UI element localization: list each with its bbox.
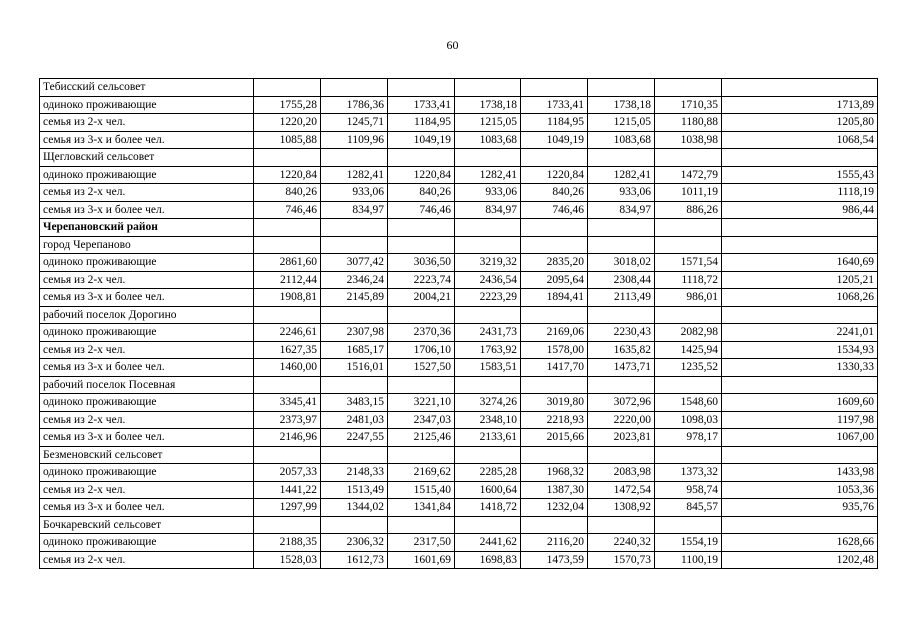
table-row — [40, 464, 878, 482]
row-label: семья из 3-х и более чел. — [40, 289, 254, 307]
table-cell: 1685,17 — [321, 341, 388, 359]
table-cell: 1548,60 — [655, 394, 722, 412]
table-cell — [655, 79, 722, 97]
table-cell: 1570,73 — [588, 551, 655, 569]
table-cell: 1527,50 — [388, 359, 455, 377]
table-cell: 1515,40 — [388, 481, 455, 499]
table-cell: 2247,55 — [321, 429, 388, 447]
table-cell — [321, 79, 388, 97]
row-label: семья из 2-х чел. — [40, 551, 254, 569]
table-cell: 2112,44 — [254, 271, 321, 289]
table-cell: 2145,89 — [321, 289, 388, 307]
table-cell — [588, 149, 655, 167]
table-cell: 1341,84 — [388, 499, 455, 517]
table-cell: 2169,06 — [521, 324, 588, 342]
table-cell: 1387,30 — [521, 481, 588, 499]
table-cell — [588, 219, 655, 237]
table-cell: 2431,73 — [455, 324, 521, 342]
table-cell: 1433,98 — [722, 464, 878, 482]
table-cell — [588, 516, 655, 534]
table-cell: 1513,49 — [321, 481, 388, 499]
section-label: Бочкаревский сельсовет — [40, 516, 254, 534]
table-cell: 2348,10 — [455, 411, 521, 429]
table-cell: 3221,10 — [388, 394, 455, 412]
table-cell — [254, 219, 321, 237]
table-cell — [321, 219, 388, 237]
table-cell — [655, 149, 722, 167]
table-row — [40, 289, 878, 307]
table-cell: 1220,20 — [254, 114, 321, 132]
table-cell: 1235,52 — [655, 359, 722, 377]
table-cell — [321, 149, 388, 167]
table-cell: 1049,19 — [521, 131, 588, 149]
row-label: семья из 3-х и более чел. — [40, 429, 254, 447]
table-cell: 2373,97 — [254, 411, 321, 429]
table-cell — [254, 516, 321, 534]
table-cell: 1516,01 — [321, 359, 388, 377]
table-cell: 1245,71 — [321, 114, 388, 132]
table-cell: 2240,32 — [588, 534, 655, 552]
table-cell: 746,46 — [254, 201, 321, 219]
table-cell: 1612,73 — [321, 551, 388, 569]
table-cell — [388, 219, 455, 237]
section-header-row — [40, 79, 878, 97]
data-table — [39, 78, 878, 569]
table-cell: 2861,60 — [254, 254, 321, 272]
table-cell: 1038,98 — [655, 131, 722, 149]
table-cell: 1706,10 — [388, 341, 455, 359]
row-label: одиноко проживающие — [40, 464, 254, 482]
table-cell: 1738,18 — [455, 96, 521, 114]
table-cell: 2083,98 — [588, 464, 655, 482]
table-cell: 1220,84 — [388, 166, 455, 184]
table-cell — [521, 376, 588, 394]
table-cell: 1534,93 — [722, 341, 878, 359]
table-cell: 3274,26 — [455, 394, 521, 412]
table-cell — [388, 376, 455, 394]
table-cell — [722, 219, 878, 237]
table-cell: 1713,89 — [722, 96, 878, 114]
table-cell: 1118,19 — [722, 184, 878, 202]
table-row — [40, 324, 878, 342]
table-cell: 1220,84 — [254, 166, 321, 184]
table-cell: 1083,68 — [588, 131, 655, 149]
table-cell: 3345,41 — [254, 394, 321, 412]
table-row — [40, 254, 878, 272]
table-cell: 2082,98 — [655, 324, 722, 342]
table-cell — [521, 79, 588, 97]
table-cell — [321, 236, 388, 254]
table-row — [40, 394, 878, 412]
table-cell: 1600,64 — [455, 481, 521, 499]
section-label: город Черепаново — [40, 236, 254, 254]
table-cell: 2317,50 — [388, 534, 455, 552]
table-cell — [588, 79, 655, 97]
table-row — [40, 341, 878, 359]
table-cell: 2347,03 — [388, 411, 455, 429]
table-cell: 1180,88 — [655, 114, 722, 132]
table-cell: 1609,60 — [722, 394, 878, 412]
table-cell — [388, 306, 455, 324]
table-cell: 3219,32 — [455, 254, 521, 272]
row-label: семья из 2-х чел. — [40, 271, 254, 289]
table-cell: 958,74 — [655, 481, 722, 499]
table-cell: 2133,61 — [455, 429, 521, 447]
table-cell — [388, 149, 455, 167]
table-cell: 935,76 — [722, 499, 878, 517]
table-cell — [722, 79, 878, 97]
table-cell — [722, 446, 878, 464]
table-cell — [388, 516, 455, 534]
table-cell: 746,46 — [521, 201, 588, 219]
table-cell — [722, 516, 878, 534]
table-cell: 933,06 — [588, 184, 655, 202]
table-cell: 1601,69 — [388, 551, 455, 569]
table-cell: 1555,43 — [722, 166, 878, 184]
table-cell — [254, 79, 321, 97]
table-cell — [254, 236, 321, 254]
table-cell: 1733,41 — [388, 96, 455, 114]
row-label: семья из 3-х и более чел. — [40, 201, 254, 219]
table-cell — [321, 376, 388, 394]
row-label: семья из 2-х чел. — [40, 184, 254, 202]
table-cell — [655, 446, 722, 464]
table-cell — [388, 446, 455, 464]
table-cell — [722, 149, 878, 167]
table-cell: 845,57 — [655, 499, 722, 517]
table-cell: 1578,00 — [521, 341, 588, 359]
table-cell — [455, 236, 521, 254]
table-cell — [521, 446, 588, 464]
table-cell: 986,44 — [722, 201, 878, 219]
table-cell: 1628,66 — [722, 534, 878, 552]
table-cell: 2481,03 — [321, 411, 388, 429]
table-cell — [254, 446, 321, 464]
section-header-row — [40, 306, 878, 324]
table-cell: 1425,94 — [655, 341, 722, 359]
table-cell — [455, 219, 521, 237]
row-label: одиноко проживающие — [40, 96, 254, 114]
table-cell: 1068,26 — [722, 289, 878, 307]
table-cell: 1215,05 — [588, 114, 655, 132]
table-cell: 1282,41 — [321, 166, 388, 184]
table-cell: 933,06 — [321, 184, 388, 202]
table-cell: 1215,05 — [455, 114, 521, 132]
table-cell: 3018,02 — [588, 254, 655, 272]
table-cell: 2057,33 — [254, 464, 321, 482]
table-row — [40, 359, 878, 377]
table-cell — [655, 306, 722, 324]
table-cell: 1554,19 — [655, 534, 722, 552]
table-cell: 1763,92 — [455, 341, 521, 359]
table-cell — [388, 236, 455, 254]
table-cell: 1627,35 — [254, 341, 321, 359]
table-row — [40, 499, 878, 517]
table-cell: 834,97 — [321, 201, 388, 219]
table-cell: 2148,33 — [321, 464, 388, 482]
table-cell: 2116,20 — [521, 534, 588, 552]
table-cell: 746,46 — [388, 201, 455, 219]
table-cell: 1733,41 — [521, 96, 588, 114]
table-cell: 1583,51 — [455, 359, 521, 377]
table-cell: 1417,70 — [521, 359, 588, 377]
table-cell — [588, 446, 655, 464]
table-cell: 2125,46 — [388, 429, 455, 447]
row-label: одиноко проживающие — [40, 166, 254, 184]
row-label: семья из 2-х чел. — [40, 114, 254, 132]
table-cell: 1049,19 — [388, 131, 455, 149]
row-label: семья из 2-х чел. — [40, 341, 254, 359]
table-cell: 1068,54 — [722, 131, 878, 149]
row-label: одиноко проживающие — [40, 534, 254, 552]
table-cell — [588, 236, 655, 254]
section-header-row — [40, 516, 878, 534]
table-cell: 1738,18 — [588, 96, 655, 114]
table-cell: 1528,03 — [254, 551, 321, 569]
table-cell: 2015,66 — [521, 429, 588, 447]
table-cell: 2246,61 — [254, 324, 321, 342]
table-cell: 1205,80 — [722, 114, 878, 132]
table-cell: 1473,59 — [521, 551, 588, 569]
table-cell: 2146,96 — [254, 429, 321, 447]
table-cell: 2835,20 — [521, 254, 588, 272]
table-row — [40, 534, 878, 552]
table-cell: 1197,98 — [722, 411, 878, 429]
table-cell — [521, 306, 588, 324]
table-cell: 1184,95 — [388, 114, 455, 132]
table-cell: 1344,02 — [321, 499, 388, 517]
table-cell: 2441,62 — [455, 534, 521, 552]
table-cell: 978,17 — [655, 429, 722, 447]
table-row — [40, 184, 878, 202]
section-label: Тебисский сельсовет — [40, 79, 254, 97]
table-cell: 2004,21 — [388, 289, 455, 307]
table-row — [40, 429, 878, 447]
table-row — [40, 131, 878, 149]
row-label: семья из 2-х чел. — [40, 411, 254, 429]
table-cell: 1698,83 — [455, 551, 521, 569]
table-cell: 1184,95 — [521, 114, 588, 132]
table-cell: 1297,99 — [254, 499, 321, 517]
table-cell — [254, 149, 321, 167]
table-cell: 2095,64 — [521, 271, 588, 289]
section-label: рабочий поселок Дорогино — [40, 306, 254, 324]
table-cell: 1118,72 — [655, 271, 722, 289]
table-cell — [521, 149, 588, 167]
row-label: одиноко проживающие — [40, 324, 254, 342]
table-cell: 2188,35 — [254, 534, 321, 552]
table-cell: 1053,36 — [722, 481, 878, 499]
table-cell: 2220,00 — [588, 411, 655, 429]
row-label: семья из 3-х и более чел. — [40, 359, 254, 377]
table-cell: 1330,33 — [722, 359, 878, 377]
table-cell: 1894,41 — [521, 289, 588, 307]
table-cell — [254, 306, 321, 324]
table-cell: 1460,00 — [254, 359, 321, 377]
row-label: одиноко проживающие — [40, 394, 254, 412]
table-cell: 2285,28 — [455, 464, 521, 482]
table-cell: 1100,19 — [655, 551, 722, 569]
table-cell: 1710,35 — [655, 96, 722, 114]
table-cell: 3019,80 — [521, 394, 588, 412]
table-cell: 2346,24 — [321, 271, 388, 289]
table-cell: 3483,15 — [321, 394, 388, 412]
table-cell: 1308,92 — [588, 499, 655, 517]
table-cell: 834,97 — [588, 201, 655, 219]
page-number: 60 — [446, 38, 459, 52]
table-cell: 1640,69 — [722, 254, 878, 272]
table-cell: 3077,42 — [321, 254, 388, 272]
table-cell: 3036,50 — [388, 254, 455, 272]
table-cell: 1441,22 — [254, 481, 321, 499]
table-row — [40, 114, 878, 132]
row-label: семья из 2-х чел. — [40, 481, 254, 499]
table-cell: 1968,32 — [521, 464, 588, 482]
row-label: семья из 3-х и более чел. — [40, 131, 254, 149]
table-cell: 1473,71 — [588, 359, 655, 377]
table-cell: 1786,36 — [321, 96, 388, 114]
table-cell — [521, 236, 588, 254]
table-cell: 2230,43 — [588, 324, 655, 342]
table-cell — [455, 149, 521, 167]
table-cell: 840,26 — [388, 184, 455, 202]
table-cell: 1232,04 — [521, 499, 588, 517]
table-cell: 1220,84 — [521, 166, 588, 184]
table-cell: 1472,79 — [655, 166, 722, 184]
row-label: одиноко проживающие — [40, 254, 254, 272]
table-cell: 1282,41 — [588, 166, 655, 184]
table-cell: 2169,62 — [388, 464, 455, 482]
table-cell — [321, 306, 388, 324]
table-cell — [321, 446, 388, 464]
table-cell: 1098,03 — [655, 411, 722, 429]
table-cell — [455, 446, 521, 464]
section-header-row — [40, 236, 878, 254]
table-cell — [655, 219, 722, 237]
table-cell — [722, 306, 878, 324]
table-cell: 2023,81 — [588, 429, 655, 447]
table-cell — [722, 236, 878, 254]
table-cell — [321, 516, 388, 534]
table-body — [40, 79, 878, 569]
table-cell: 2306,32 — [321, 534, 388, 552]
table-cell: 2223,74 — [388, 271, 455, 289]
section-label: Черепановский район — [40, 219, 254, 237]
table-cell: 834,97 — [455, 201, 521, 219]
table-cell: 1635,82 — [588, 341, 655, 359]
table-cell: 1205,21 — [722, 271, 878, 289]
table-cell: 1571,54 — [655, 254, 722, 272]
table-cell: 1085,88 — [254, 131, 321, 149]
table-cell: 1472,54 — [588, 481, 655, 499]
table-cell: 2223,29 — [455, 289, 521, 307]
table-row — [40, 481, 878, 499]
table-cell — [722, 376, 878, 394]
table-row — [40, 411, 878, 429]
table-cell: 986,01 — [655, 289, 722, 307]
table-cell: 1011,19 — [655, 184, 722, 202]
table-cell: 1083,68 — [455, 131, 521, 149]
table-cell: 2113,49 — [588, 289, 655, 307]
table-cell: 2218,93 — [521, 411, 588, 429]
section-header-row — [40, 446, 878, 464]
table-cell — [588, 306, 655, 324]
table-cell: 1067,00 — [722, 429, 878, 447]
table-cell — [455, 516, 521, 534]
table-cell — [455, 79, 521, 97]
table-cell — [588, 376, 655, 394]
table-row — [40, 551, 878, 569]
table-cell — [455, 306, 521, 324]
section-header-row — [40, 376, 878, 394]
table-cell: 3072,96 — [588, 394, 655, 412]
table-cell: 1109,96 — [321, 131, 388, 149]
table-cell — [521, 516, 588, 534]
row-label: семья из 3-х и более чел. — [40, 499, 254, 517]
table-cell: 840,26 — [254, 184, 321, 202]
table-row — [40, 96, 878, 114]
table-cell: 886,26 — [655, 201, 722, 219]
table-cell — [655, 376, 722, 394]
table-cell — [655, 236, 722, 254]
table-cell: 1755,28 — [254, 96, 321, 114]
table-cell — [455, 376, 521, 394]
table-cell: 1202,48 — [722, 551, 878, 569]
table-cell: 1418,72 — [455, 499, 521, 517]
table-row — [40, 271, 878, 289]
table-cell: 2370,36 — [388, 324, 455, 342]
section-header-row — [40, 149, 878, 167]
table-cell: 2308,44 — [588, 271, 655, 289]
table-cell — [655, 516, 722, 534]
table-cell: 933,06 — [455, 184, 521, 202]
section-label: Безменовский сельсовет — [40, 446, 254, 464]
table-cell — [521, 219, 588, 237]
section-label: Щегловский сельсовет — [40, 149, 254, 167]
table-row — [40, 166, 878, 184]
table-cell: 2436,54 — [455, 271, 521, 289]
table-cell: 2307,98 — [321, 324, 388, 342]
table-cell: 840,26 — [521, 184, 588, 202]
table-cell: 1373,32 — [655, 464, 722, 482]
section-label: рабочий поселок Посевная — [40, 376, 254, 394]
table-cell — [254, 376, 321, 394]
table-cell: 1282,41 — [455, 166, 521, 184]
table-cell — [388, 79, 455, 97]
table-cell: 2241,01 — [722, 324, 878, 342]
section-header-row — [40, 219, 878, 237]
table-row — [40, 201, 878, 219]
table-cell: 1908,81 — [254, 289, 321, 307]
